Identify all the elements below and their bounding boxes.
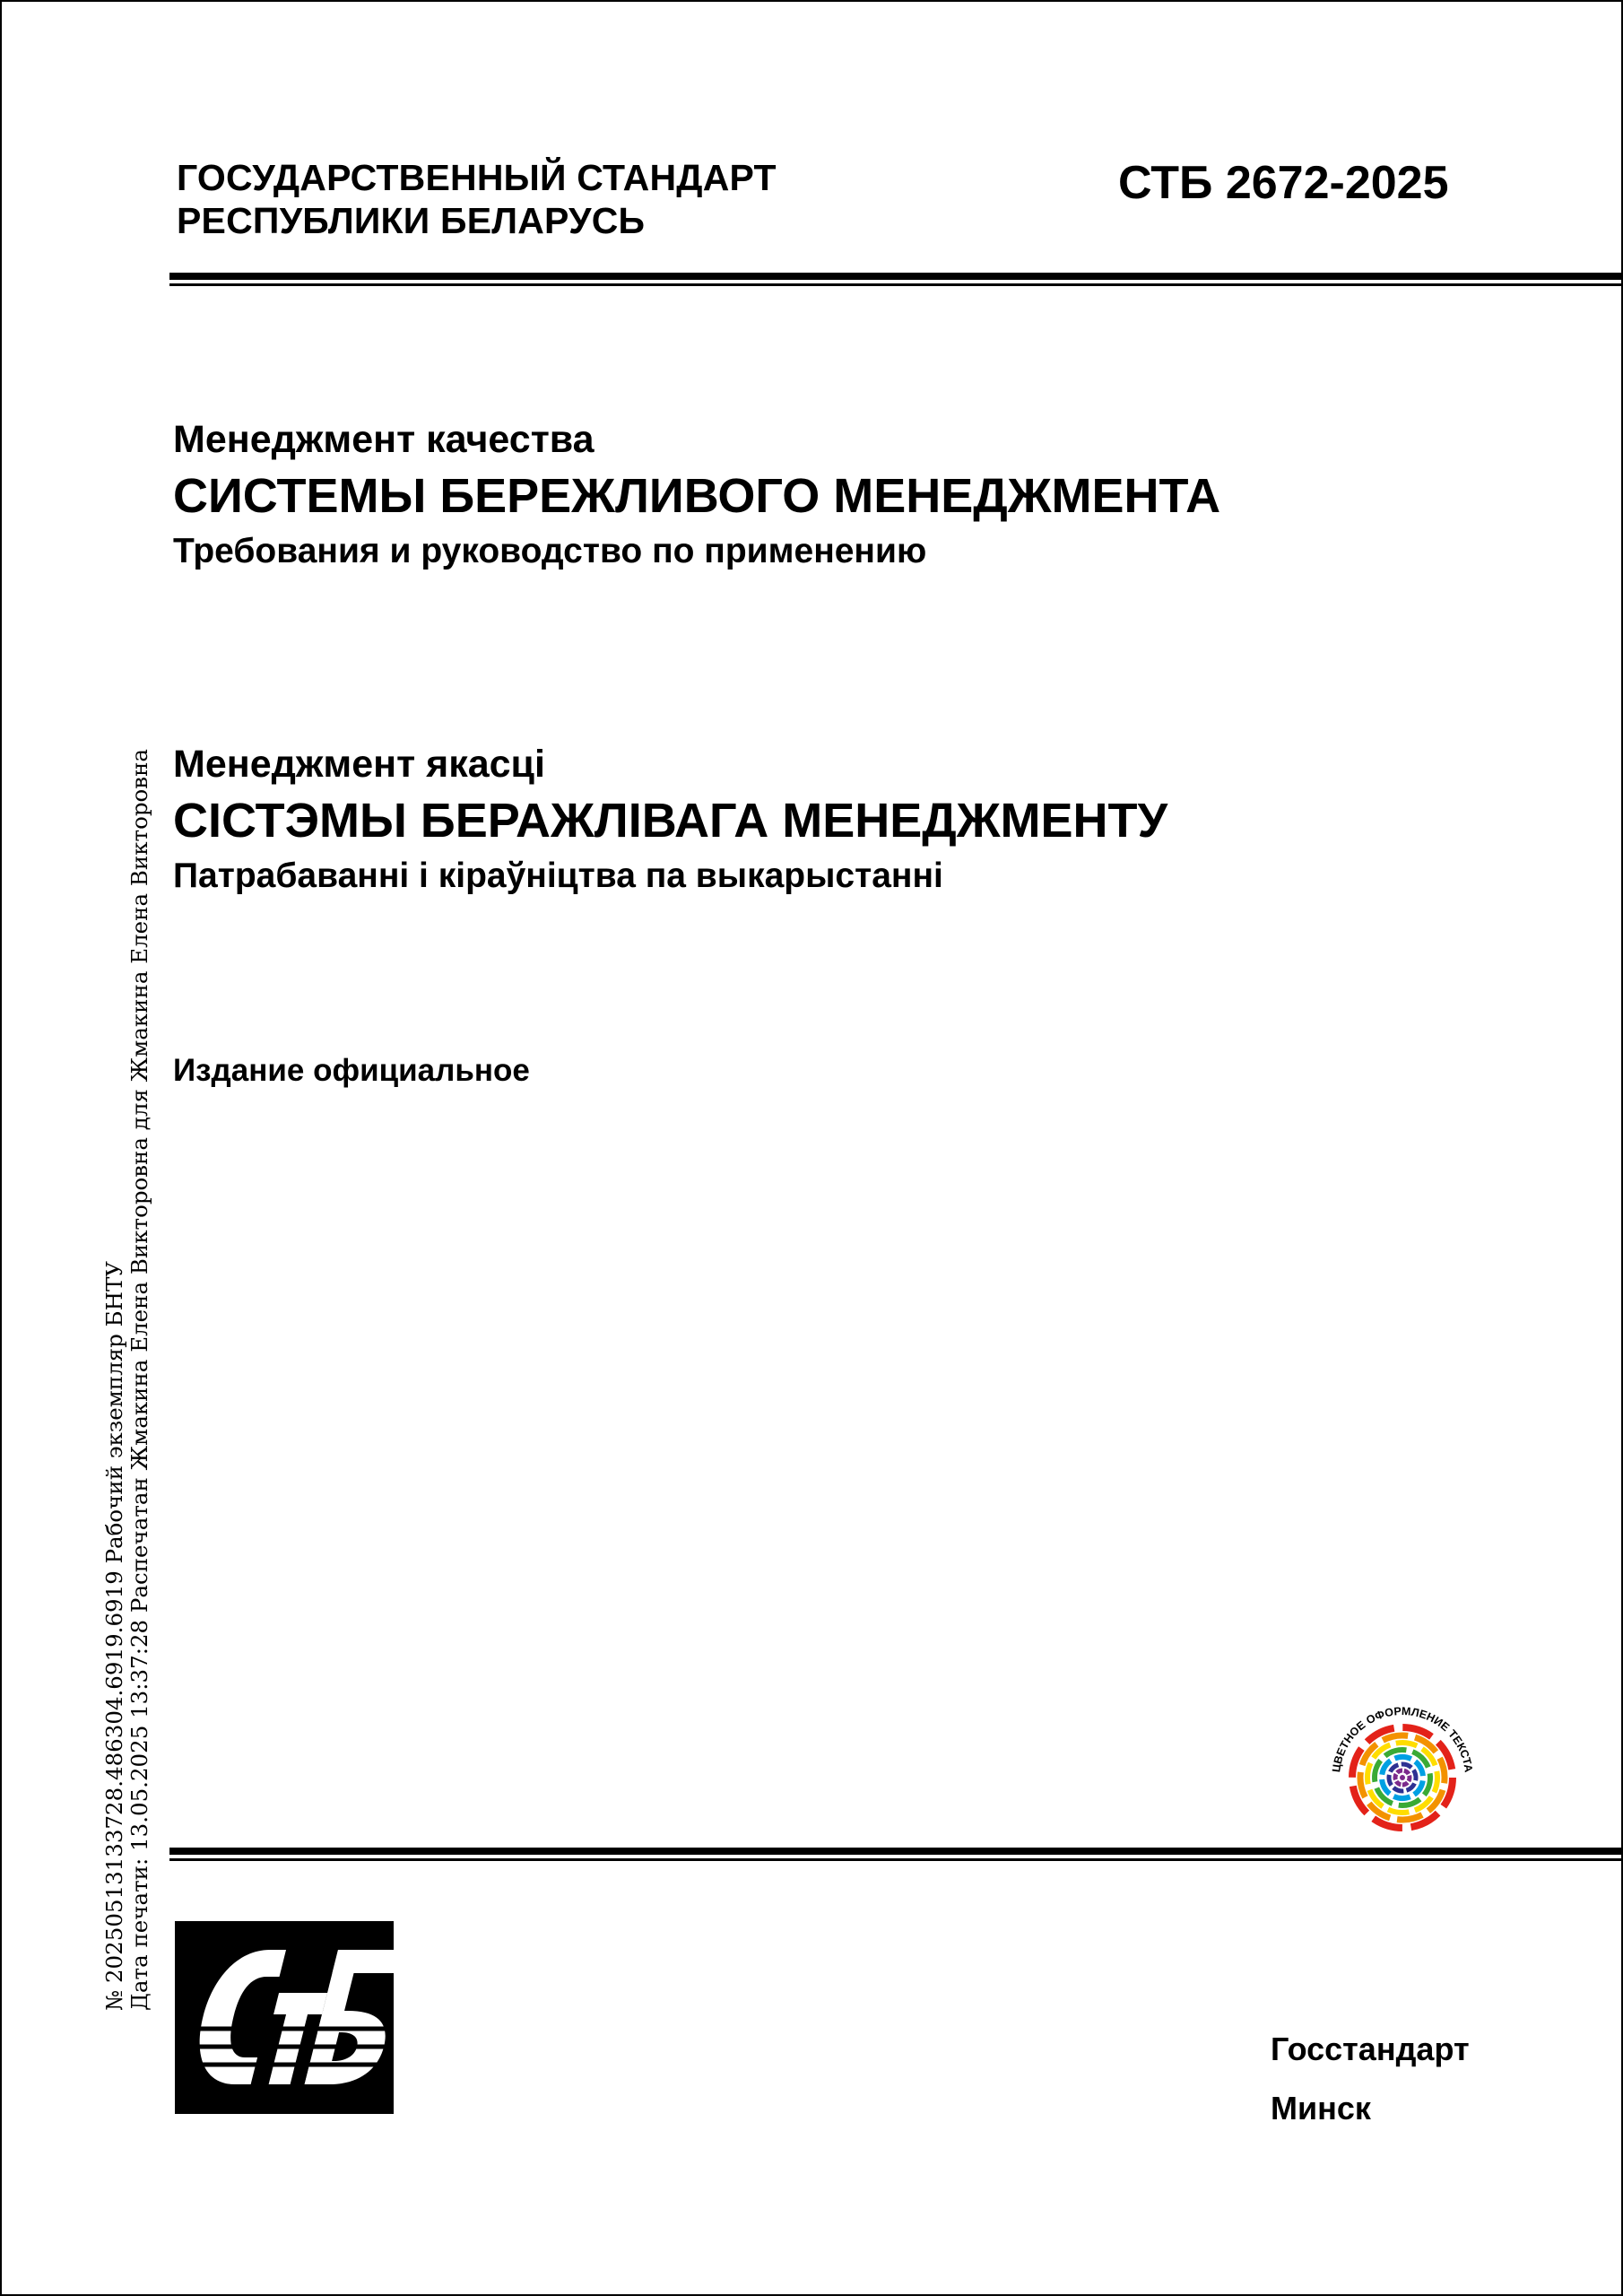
- footer-divider: [169, 1848, 1621, 1861]
- header-authority-line1: ГОСУДАРСТВЕННЫЙ СТАНДАРТ: [177, 157, 777, 198]
- belarusian-title-block: [173, 741, 1167, 899]
- belarusian-subtitle: Патрабаванні і кіраўніцтва па выкарыстанні: [173, 857, 943, 895]
- publisher-city: Минск: [1271, 2090, 1371, 2126]
- russian-subtitle: Требования и руководство по применению: [173, 532, 927, 570]
- publisher-name: Госстандарт: [1271, 2031, 1470, 2067]
- russian-title-block: [173, 416, 1220, 574]
- header-divider: [169, 273, 1621, 286]
- print-stamp-line1: № 20250513133728.486304.6919.6919 Рабочий экземпляр БНТУ: [101, 1260, 127, 2011]
- print-stamp: [102, 648, 152, 2011]
- header-authority: [177, 156, 777, 242]
- standard-code: СТБ 2672-2025: [1118, 157, 1449, 209]
- russian-subject: Менеджмент качества: [173, 418, 595, 461]
- color-design-badge-icon: [1313, 1688, 1492, 1867]
- stb-logo-icon: [175, 1921, 394, 2114]
- belarusian-title: СІСТЭМЫ БЕРАЖЛІВАГА МЕНЕДЖМЕНТУ: [173, 794, 1168, 848]
- badge-center-dot: [1400, 1775, 1405, 1780]
- print-stamp-line2: Дата печати: 13.05.2025 13:37:28 Распечатан Жмакина Елена Викторовна для Жмакина Елена Викторовна: [126, 748, 152, 2011]
- belarusian-subject: Менеджмент якасці: [173, 743, 545, 786]
- badge-arc-text: ЦВЕТНОЕ ОФОРМЛЕНИЕ ТЕКСТА: [1330, 1704, 1475, 1773]
- publisher-block: [1271, 2020, 1470, 2138]
- edition-label: Издание официальное: [173, 1053, 530, 1088]
- header-authority-line2: РЕСПУБЛИКИ БЕЛАРУСЬ: [177, 200, 646, 241]
- russian-title: СИСТЕМЫ БЕРЕЖЛИВОГО МЕНЕДЖМЕНТА: [173, 469, 1221, 523]
